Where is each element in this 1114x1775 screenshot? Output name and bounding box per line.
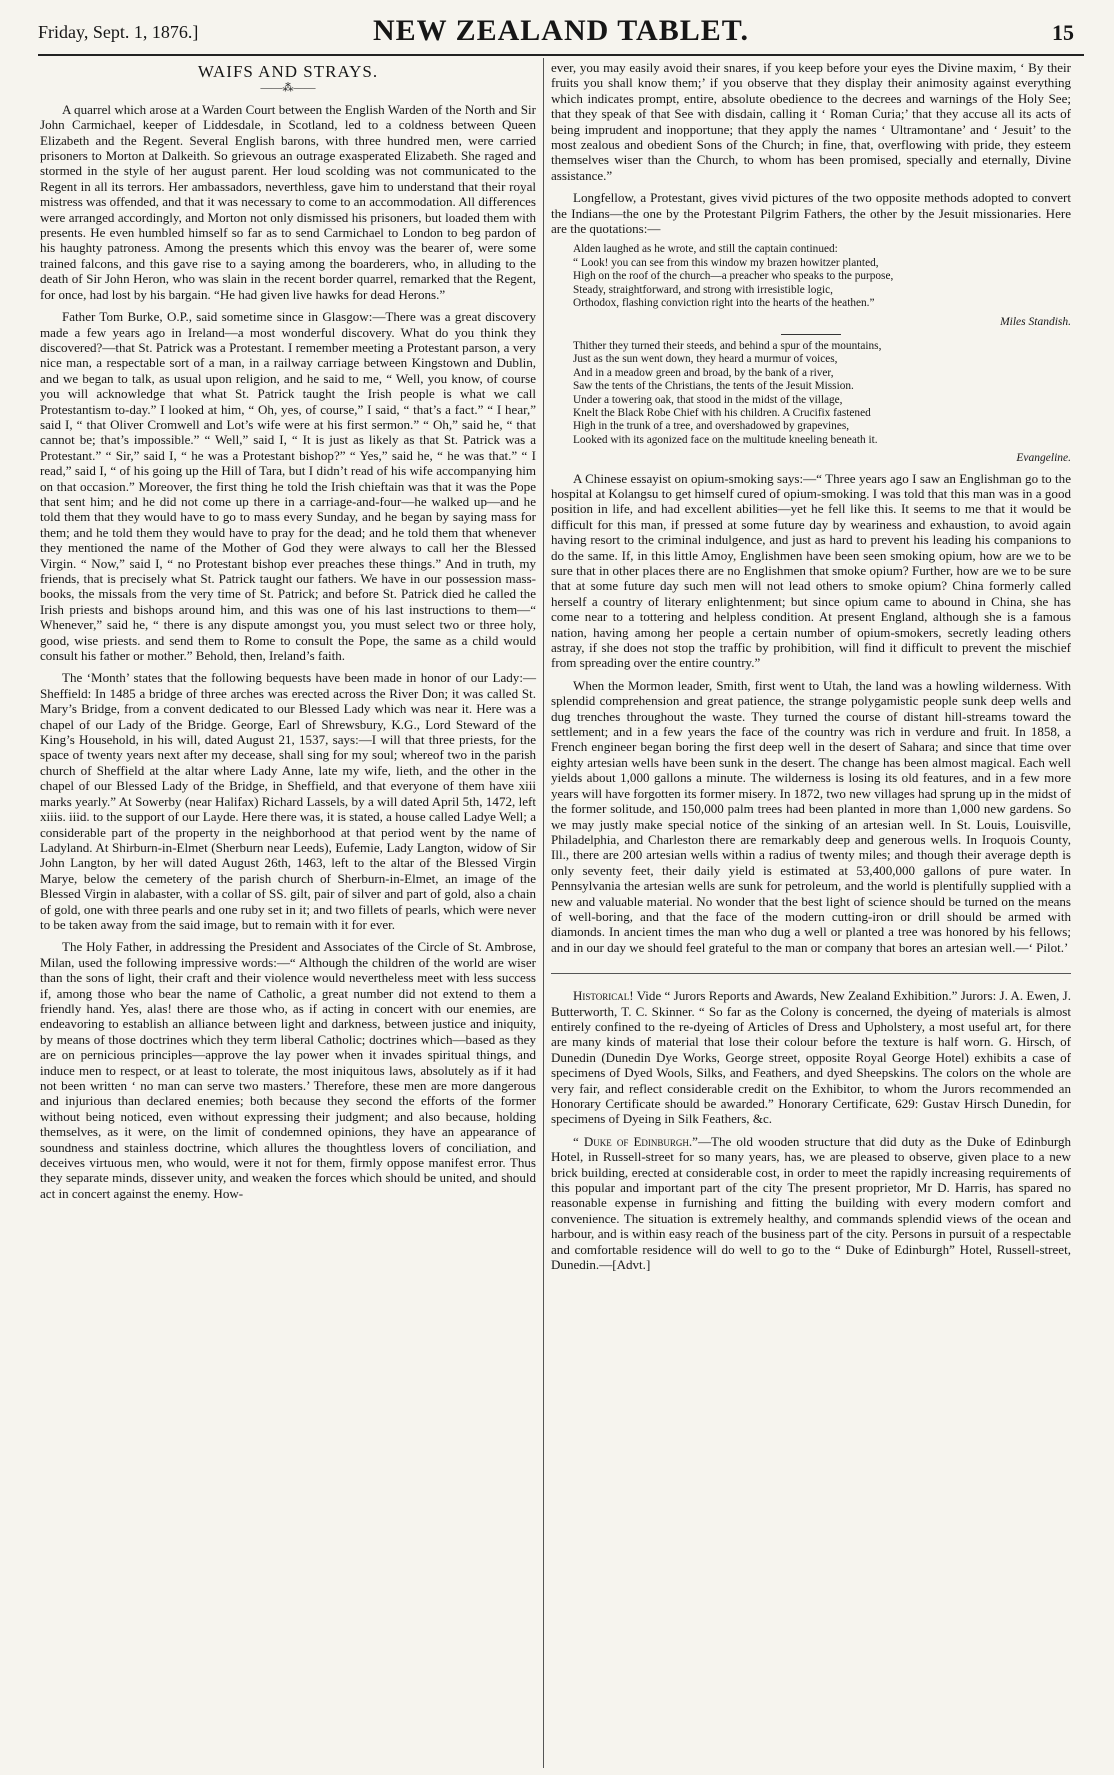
verse-line: And in a meadow green and broad, by the bank of a river, [573, 366, 834, 379]
paragraph-duke-of-edinburgh [551, 1134, 1071, 1273]
column-divider [543, 58, 544, 1768]
paragraph-longfellow: Longfellow, a Protestant, gives vivid pictures of the two opposite methods adopted to convert the Indians—the one by the Protestant Pilgrim Fathers, the other by the Jesuit missionaries. Here are the quotations:— [551, 190, 1071, 237]
paragraph-historical [551, 988, 1071, 1127]
paragraph-body: Vide “ Jurors Reports and Awards, New Zealand Exhibition.” Jurors: J. A. Ewen, J. Butterworth, T. C. Skinner. “ So far as the Colony is concerned, the dyeing of materials is almost entirely confined to the re-dyeing of Articles of Dress and Upholstery, a most useful art, for there are many kinds of material that lose their colour before the texture is half worn. G. Hirsch, of Dunedin (Dunedin Dye Works, George street, opposite Royal George Hotel) exhibits a case of specimens of Dyed Wools, Silks, and Feathers, and dyed Sheepskins. The colors on the whole are very fair, and reflect considerable credit on the Exhibitor, to whom the Jurors recommended an Honorary Certificate should be awarded.” Honorary Certificate, 629: Gustav Hirsch Dunedin, for specimens of Dyeing in Silk Feathers, &c. [551, 988, 1071, 1127]
verse-miles-standish [573, 243, 1071, 310]
section-divider [551, 973, 1071, 974]
page-number: 15 [1052, 20, 1074, 45]
right-column [551, 60, 1071, 1279]
paragraph-lead: Historical! [573, 988, 634, 1004]
verse-line: Alden laughed as he wrote, and still the captain continued: [573, 243, 838, 256]
section-heading: WAIFS AND STRAYS. [197, 62, 379, 81]
verse-line: High on the roof of the church—a preacher who speaks to the purpose, [573, 270, 894, 283]
verse-evangeline [573, 340, 1071, 447]
paragraph-body: —The old wooden structure that did duty as the Duke of Edinburgh Hotel, in Russell-street for so many years, has, we are pleased to observe, given place to a new brick building, erected at considerable cost, in order to meet the rapidly increasing requirements of this popular and important part of the city The present proprietor, Mr D. Harris, has spared no reasonable expense in furnishing and fitting the building with every modern comfort and convenience. The situation is extremely healthy, and commands splendid views of the ocean and harbour, and is within easy reach of the business part of the city. Persons in pursuit of a respectable and comfortable residence will do well to go to the “ Duke of Edinburgh” Hotel, Russell-street, Dunedin.—[Advt.] [551, 1133, 1072, 1273]
masthead [38, 10, 1084, 52]
masthead-rule [38, 54, 1084, 56]
left-column [40, 60, 536, 1208]
verse-line: Knelt the Black Robe Chief with his children. A Crucifix fastened [573, 406, 871, 419]
paragraph-month-bequests: The ‘Month’ states that the following bequests have been made in honor of our Lady:—Sheffield: In 1485 a bridge of three arches was erected across the River Don; it was called St. Mary’s Bridge, from a convent dedicated to our Blessed Lady which was near it. Here was a chapel of our Lady of the Bridge. George, Earl of Shrewsbury, K.G., Lord Steward of the King’s Household, in his will, dated August 21, 1537, says:—I will that three priests, for the space of twenty years next after my decease, shall sing for my soul; whereof two in the parish church of Sheffield at the altar where Lady Anne, late my wife, lieth, and the other in the chapel of our Blessed Lady of the Bridge, in Sheffield, and that everyone of them have xiii marks yearly.” At Sowerby (near Halifax) Richard Lassels, by a will dated April 5th, 1472, left xiiis. iiid. to the support of our Layde. Here there was, it is stated, a house called Ladye Well; a considerable part of the property in the neighborhood at that period went by the name of Ladyland. At Shirburn-in-Elmet (Sherburn near Leeds), Eufemie, Lady Langton, widow of Sir John Langton, by her will dated August 26th, 1463, left to the altar of the Blessed Virgin Marye, below the cemetery of the parish church of Sherburn-in-Elmet, an image of the Blessed Virgin in alabaster, with a collar of SS. gilt, pair of silver and part of gold, also a chain of gold, one with three pearls and one ruby set in it; and two fillets of pearls, which were never to be taken away from the said image, but to remain with it for ever. [40, 670, 536, 932]
heading-ornament: ——⁂—— [260, 82, 316, 95]
paragraph-holy-father: The Holy Father, in addressing the President and Associates of the Circle of St. Ambrose, Milan, used the following impressive words:—“ Although the children of the world are wiser than the sons of light, their craft and their violence would nevertheless meet with less success if, among those who bear the name of Catholic, a great number did not extend to them a friendly hand. Yes, alas! there are those who, as if acting in concert with our enemies, are endeavoring to establish an alliance between light and darkness, between justice and iniquity, by means of those doctrines which they term liberal Catholic; doctrines which—based as they are on pernicious principles—approve the lay power when it invades spiritual things, and induce men to respect, or at least to tolerate, the most iniquitous laws, absolutely as if it had not been written ‘ no man can serve two masters.’ Therefore, these men are more dangerous and injurious than declared enemies; both because they second the efforts of the former without being noticed, even without expressing their judgment; and also because, holding themselves, as it were, on the limit of condemned opinions, they have an appearance of soundness and stainless doctrine, which allures the thoughtless lovers of conciliation, and deceives virtuous men, who would, were it not for them, firmly oppose manifest error. Thus they separate minds, dissever unity, and weaken the forces which should be united, and should act in concert against the enemy. How- [40, 939, 536, 1201]
verse-line: Steady, straightforward, and strong with irresistible logic, [573, 283, 833, 296]
newspaper-title: NEW ZEALAND TABLET. [372, 14, 750, 47]
verse-line: Under a towering oak, that stood in the midst of the village, [573, 393, 843, 406]
paragraph-holy-father-cont: ever, you may easily avoid their snares, if you keep before your eyes the Divine maxim, ‘ By their fruits you shall know them;’ if you observe that they display their animosity against everything which indicates prompt, entire, absolute obedience to the decrees and warnings of the Holy See; that they speak of that See with disdain, calling it ‘ Roman Curia;’ that they accuse all its acts of being imprudent and inopportune; that they apply the names ‘ Ultramontane’ and ‘ Jesuit’ to the most zealous and obedient Sons of the Church; in fine, that, overflowing with pride, they esteem themselves wiser than the Church, to whom has been promised, specially and eternally, Divine assistance.” [551, 60, 1071, 183]
paragraph-father-burke: Father Tom Burke, O.P., said sometime since in Glasgow:—There was a great discovery made a few years ago in Ireland—a most wonderful discovery. What do you think they discovered?—that St. Patrick was a Protestant. I remember meeting a Protestant parson, a very nice man, a respectable sort of a man, in a railway carriage between Kingstown and Dublin, and we began to talk, as usual upon religion, and he said to me, “ Well, you know, of course you will acknowledge that what St. Patrick taught the Irish people is what we call Protestantism to-day.” I looked at him, “ Oh, yes, of course,” I said, “ that’s a fact.” “ I hear,” said I, “ that Oliver Cromwell and Lot’s wife were at his first sermon.” “ Oh,” said he, “ that cannot be; that’s impossible.” “ Well,” said I, “ It is just as likely as that St. Patrick was a Protestant.” “ Sir,” said I, “ he was a Protestant bishop?” “ Yes,” said he, “ he was that.” “ I read,” said I, “ of his going up the Hill of Tara, but I didn’t read of his wife accompanying him on that occasion.” Moreover, the first thing he told the Irish chieftain was that it was the Pope that sent him; and he did not come up there in a carriage-and-four—he walked up—and he told them that they would have to go to mass every Sunday, and he began by saying mass for them; and he told them they would have to pray for the dead; and he told them that whenever they mentioned the name of the Mother of God they were always to call her the Blessed Virgin. “ Now,” said I, “ no Protestant bishop ever preaches these things.” And in truth, my friends, that is precisely what St. Patrick taught our fathers. We have in our possession mass-books, the missals from the very time of St. Patrick; and before St. Patrick died he called the Irish priests and bishops around him, and this was one of his last instructions to them—“ Whenever,” said he, “ there is any dispute amongst you, you must select two or three holy, good, wise priests. and send them to Rome to consult the Pope, the same as a child would consult his father or mother.” Behold, then, Ireland’s faith. [40, 309, 536, 664]
verse-line: Just as the sun went down, they heard a murmur of voices, [573, 353, 838, 366]
paragraph-opium: A Chinese essayist on opium-smoking says:—“ Three years ago I saw an Englishman go to the hospital at Kolangsu to get himself cured of opium-smoking. I was told that this man was in a good position in life, and had excellent abilities—yet he fell like this. It seems to me that it would be difficult for this man, if pressed at some future day by weariness and exhaustion, to avoid again having resort to the criminal indulgence, and just as hard to prevent his leading his companions to do the same. If, in this little Amoy, Englishmen have been seen smoking opium, how are we to be sure that in other places there are no Englishmen that smoke opium? Further, how are we to be sure that at some future day such men will not lead others to smoke opium? China formerly called herself a country of literary enlightenment; but since opium came to abound in China, she has come near to a tottering and helpless condition. At present England, although she is a famous nation, having among her people a certain number of opium-smokers, secretly leading others astray, if she does not stop the traffic by prohibition, will find it difficult to prevent the mischief from spreading over the entire country.” [551, 470, 1071, 671]
verse-line: Orthodox, flashing conviction right into the hearts of the heathen.” [573, 297, 875, 310]
attribution-evangeline: Evangeline. [1016, 452, 1071, 465]
verse-divider [781, 334, 841, 335]
attribution-miles-standish: Miles Standish. [1000, 315, 1071, 328]
paragraph-warden-court: A quarrel which arose at a Warden Court between the English Warden of the North and Sir John Carmichael, keeper of Liddesdale, in Scotland, led to a coldness between Queen Elizabeth and the Regent. Several English barons, with three hundred men, were carried prisoners to Morton at Dalkeith. So grievous an outrage exasperated Elizabeth. She raged and stormed in the style of her august parent. Her loud scolding was not communicated to the Regent in all its terrors. Her ambassadors, neverthless, gave him to understand that their royal mistress was offended, and that it was necessary to come to an accommodation. All differences were arranged accordingly, and Morton not only dismissed his prisoners, but loaded them with presents. He even humbled himself so far as to send Carmichael to London to beg pardon of his haughty patroness. Among the presents which this envoy was the bearer of, were some trained falcons, and this gave rise to a saying among the boarderers, who, in alluding to the death of Sir John Heron, who was slain in the recent border quarrel, remarked that the Regent, for once, had lost by his bargain. “He had given live hawks for dead Herons.” [40, 101, 536, 302]
paragraph-lead: “ Duke of Edinburgh.” [573, 1133, 698, 1149]
verse-line: Looked with its agonized face on the multitude kneeling beneath it. [573, 433, 878, 446]
issue-date: Friday, Sept. 1, 1876.] [38, 22, 199, 42]
verse-line: Saw the tents of the Christians, the tents of the Jesuit Mission. [573, 380, 854, 393]
verse-line: High in the trunk of a tree, and overshadowed by grapevines, [573, 420, 850, 433]
paragraph-artesian-wells: When the Mormon leader, Smith, first went to Utah, the land was a howling wilderness. With splendid comprehension and great patience, the strange polygamistic people sunk deep wells and dug trenches throughout the waste. They turned the course of distant hill-streams toward the settlement; and in a few years the face of the country was rich in verdure and fruit. In 1858, a French engineer began boring the first deep well in the desert of Sahara; and since that time over eighty artesian wells have been sunk in the desert. The change has been almost magical. Each well yields about 1,000 gallons a minute. The wilderness is losing its old features, and in a few more years will have forgotten its former misery. In 1872, two new villages had sprung up in the midst of the former solitude, and 150,000 palm trees had been planted in more than 1,000 new gardens. So we may justly make special notice of the sinking of an artesian well. In St. Louis, Louisville, Philadelphia, and Charleston there are remarkably deep and generous wells. In Iroquois County, Ill., there are 200 artesian wells within a radius of twenty miles; and though their average depth is only seventy feet, their daily yield is estimated at 53,400,000 gallons of pure water. In Pennsylvania the artesian wells are sunk for petroleum, and the world is plentifully supplied with a new and valuable material. No wonder that the best light of science should be turned on the means of well-boring, and that the face of the modern cutting-iron or drill should be armed with diamonds. In ancient times the man who dug a well or planted a tree was honored by his fellows; and in our day we should feel grateful to the man or company that bores an artesian well.—‘ Pilot.’ [551, 677, 1071, 955]
verse-line: Thither they turned their steeds, and behind a spur of the mountains, [573, 339, 882, 352]
verse-line: “ Look! you can see from this window my brazen howitzer planted, [573, 256, 879, 269]
